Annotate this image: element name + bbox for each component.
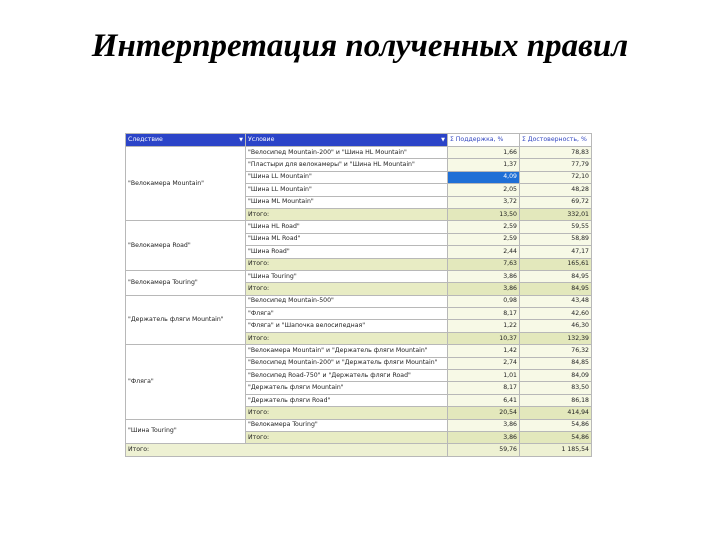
support-cell[interactable]: 8,17 (448, 308, 520, 320)
confidence-header-label: Достоверность, % (527, 136, 587, 143)
table-row[interactable] (126, 270, 592, 282)
consequent-cell[interactable]: "Держатель фляги Mountain" (126, 295, 246, 345)
consequent-cell[interactable]: "Велокамера Road" (126, 221, 246, 271)
condition-cell[interactable]: "Шина HL Road" (246, 221, 448, 233)
confidence-cell[interactable]: 84,95 (520, 270, 592, 282)
condition-header-label: Условие (248, 136, 275, 143)
confidence-cell[interactable]: 58,89 (520, 233, 592, 245)
confidence-cell[interactable]: 86,18 (520, 394, 592, 406)
subtotal-label: Итого: (246, 258, 448, 270)
subtotal-label: Итого: (246, 431, 448, 443)
subtotal-confidence: 132,39 (520, 332, 592, 344)
confidence-cell[interactable]: 48,28 (520, 184, 592, 196)
support-cell[interactable]: 2,44 (448, 246, 520, 258)
confidence-cell[interactable]: 77,79 (520, 159, 592, 171)
condition-cell[interactable]: "Шина ML Road" (246, 233, 448, 245)
condition-cell[interactable]: "Шина LL Mountain" (246, 184, 448, 196)
table-body (126, 147, 592, 457)
support-cell[interactable]: 2,59 (448, 233, 520, 245)
confidence-cell[interactable]: 43,48 (520, 295, 592, 307)
confidence-cell[interactable]: 78,83 (520, 147, 592, 159)
condition-cell[interactable]: "Велосипед Mountain-500" (246, 295, 448, 307)
confidence-cell[interactable]: 59,55 (520, 221, 592, 233)
sigma-icon: Σ (522, 136, 526, 143)
confidence-cell[interactable]: 46,30 (520, 320, 592, 332)
pivot-table (125, 133, 591, 457)
condition-cell[interactable]: "Фляга" (246, 308, 448, 320)
condition-cell[interactable]: "Велосипед Road-750" и "Держатель фляги Road" (246, 370, 448, 382)
confidence-cell[interactable]: 69,72 (520, 196, 592, 208)
slide-title: Интерпретация полученных правил (91, 28, 629, 64)
support-cell[interactable]: 0,98 (448, 295, 520, 307)
subtotal-confidence: 414,94 (520, 407, 592, 419)
condition-cell[interactable]: "Велокамера Touring" (246, 419, 448, 431)
support-header-label: Поддержка, % (455, 136, 504, 143)
confidence-measure-header[interactable] (520, 134, 592, 147)
consequent-cell[interactable]: "Фляга" (126, 345, 246, 419)
support-cell[interactable]: 2,05 (448, 184, 520, 196)
subtotal-confidence: 165,61 (520, 258, 592, 270)
condition-cell[interactable]: "Шина LL Mountain" (246, 171, 448, 183)
subtotal-support: 3,86 (448, 431, 520, 443)
condition-cell[interactable]: "Фляга" и "Шапочка велосипедная" (246, 320, 448, 332)
subtotal-label: Итого: (246, 407, 448, 419)
header-row (126, 134, 592, 147)
subtotal-confidence: 54,86 (520, 431, 592, 443)
support-cell[interactable]: 1,42 (448, 345, 520, 357)
subtotal-support: 13,50 (448, 208, 520, 220)
support-cell[interactable]: 6,41 (448, 394, 520, 406)
condition-cell[interactable]: "Велокамера Mountain" и "Держатель фляги Mountain" (246, 345, 448, 357)
grand-total-confidence: 1 185,54 (520, 444, 592, 456)
support-cell[interactable]: 1,01 (448, 370, 520, 382)
support-cell[interactable]: 8,17 (448, 382, 520, 394)
consequent-cell[interactable]: "Велокамера Touring" (126, 270, 246, 295)
support-cell[interactable]: 2,74 (448, 357, 520, 369)
condition-cell[interactable]: "Держатель фляги Mountain" (246, 382, 448, 394)
table-row[interactable] (126, 419, 592, 431)
subtotal-support: 3,86 (448, 283, 520, 295)
sigma-icon: Σ (450, 136, 454, 143)
dropdown-arrow-icon[interactable]: ▼ (441, 137, 445, 143)
confidence-cell[interactable]: 83,50 (520, 382, 592, 394)
confidence-cell[interactable]: 76,32 (520, 345, 592, 357)
subtotal-support: 7,63 (448, 258, 520, 270)
consequent-header-label: Следствие (128, 136, 163, 143)
support-cell[interactable]: 1,37 (448, 159, 520, 171)
condition-cell[interactable]: "Велосипед Mountain-200" и "Шина HL Mountain" (246, 147, 448, 159)
consequent-field-header[interactable] (126, 134, 246, 147)
table-row[interactable] (126, 345, 592, 357)
support-cell[interactable]: 1,22 (448, 320, 520, 332)
grand-total-row (126, 444, 592, 456)
grand-total-support: 59,76 (448, 444, 520, 456)
dropdown-arrow-icon[interactable]: ▼ (239, 137, 243, 143)
condition-cell[interactable]: "Шина Touring" (246, 270, 448, 282)
confidence-cell[interactable]: 84,85 (520, 357, 592, 369)
subtotal-label: Итого: (246, 332, 448, 344)
table-row[interactable] (126, 147, 592, 159)
condition-field-header[interactable] (246, 134, 448, 147)
subtotal-confidence: 84,95 (520, 283, 592, 295)
condition-cell[interactable]: "Шина ML Mountain" (246, 196, 448, 208)
confidence-cell[interactable]: 54,86 (520, 419, 592, 431)
subtotal-label: Итого: (246, 208, 448, 220)
support-cell[interactable]: 3,86 (448, 270, 520, 282)
subtotal-label: Итого: (246, 283, 448, 295)
consequent-cell[interactable]: "Велокамера Mountain" (126, 147, 246, 221)
subtotal-support: 20,54 (448, 407, 520, 419)
confidence-cell[interactable]: 42,60 (520, 308, 592, 320)
condition-cell[interactable]: "Держатель фляги Road" (246, 394, 448, 406)
condition-cell[interactable]: "Велосипед Mountain-200" и "Держатель фляги Mountain" (246, 357, 448, 369)
rules-table (125, 133, 592, 457)
consequent-cell[interactable]: "Шина Touring" (126, 419, 246, 444)
condition-cell[interactable]: "Пластыри для велокамеры" и "Шина HL Mountain" (246, 159, 448, 171)
support-cell[interactable]: 2,59 (448, 221, 520, 233)
support-cell[interactable]: 1,66 (448, 147, 520, 159)
subtotal-support: 10,37 (448, 332, 520, 344)
support-cell[interactable]: 4,09 (448, 171, 520, 183)
support-cell[interactable]: 3,72 (448, 196, 520, 208)
table-row[interactable] (126, 295, 592, 307)
subtotal-confidence: 332,01 (520, 208, 592, 220)
support-measure-header[interactable] (448, 134, 520, 147)
support-cell[interactable]: 3,86 (448, 419, 520, 431)
confidence-cell[interactable]: 72,10 (520, 171, 592, 183)
condition-cell[interactable]: "Шина Road" (246, 246, 448, 258)
table-row[interactable] (126, 221, 592, 233)
confidence-cell[interactable]: 84,09 (520, 370, 592, 382)
confidence-cell[interactable]: 47,17 (520, 246, 592, 258)
grand-total-label: Итого: (126, 444, 448, 456)
